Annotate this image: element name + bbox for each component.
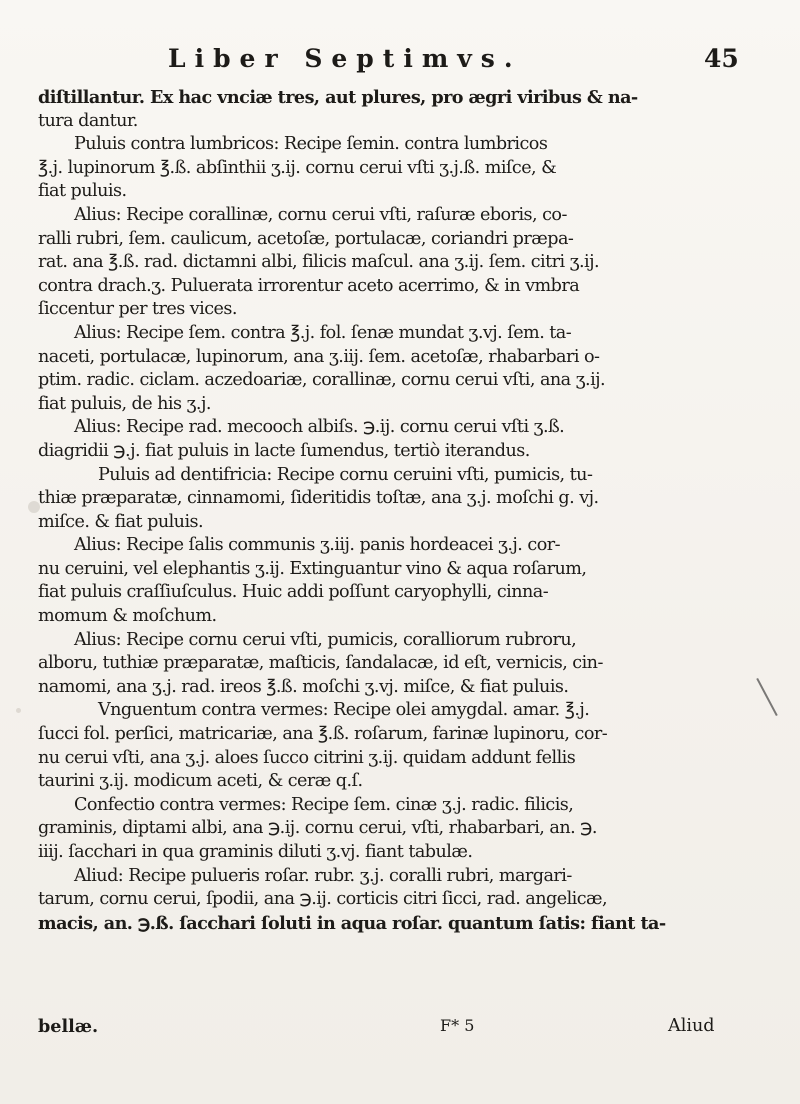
text-line: naceti, portulacæ, lupinorum, ana ʒ.iij. ſem. acetoſæ, rhabarbari o- <box>38 346 600 367</box>
body-text <box>38 86 728 935</box>
text-line: contra drach.ʒ. Puluerata irrorentur aceto acerrimo, & in vmbra <box>38 275 580 296</box>
text-line: macis, an. ℈.ß. ſacchari ſoluti in aqua roſar. quantum ſatis: fiant ta- <box>38 912 666 934</box>
text-line: Alius: Recipe corallinæ, cornu cerui vſti, raſuræ eboris, co- <box>74 204 567 225</box>
text-line: graminis, diptami albi, ana ℈.ij. cornu cerui, vſti, rhabarbari, an. ℈. <box>38 818 597 839</box>
text-line: namomi, ana ʒ.j. rad. ireos ℥.ß. moſchi ʒ.vj. miſce, & fiat puluis. <box>38 676 569 697</box>
ink-blot <box>28 501 40 513</box>
page-number: 45 <box>704 44 739 73</box>
text-line: nu ceruini, vel elephantis ʒ.ij. Extinguantur vino & aqua roſarum, <box>38 558 587 579</box>
catchword: Aliud <box>668 1016 715 1036</box>
text-line: Puluis ad dentifricia: Recipe cornu ceruini vſti, pumicis, tu- <box>98 464 593 485</box>
text-line: Puluis contra lumbricos: Recipe ſemin. contra lumbricos <box>74 134 548 155</box>
text-line: miſce. & fiat puluis. <box>38 511 204 532</box>
text-line: ſiccentur per tres vices. <box>38 299 237 320</box>
text-line: Alius: Recipe rad. mecooch albiſs. ℈.ij. cornu cerui vſti ʒ.ß. <box>74 417 565 438</box>
text-line: fiat puluis craſſiuſculus. Huic addi poſſunt caryophylli, cinna- <box>38 582 549 603</box>
text-line: alboru, tuthiæ præparatæ, maſticis, ſandalacæ, id eſt, vernicis, cin- <box>38 653 603 674</box>
text-line: ralli rubri, ſem. caulicum, acetoſæ, portulacæ, coriandri præpa- <box>38 228 574 249</box>
text-line: thiæ præparatæ, cinnamomi, ſideritidis toſtæ, ana ʒ.j. moſchi g. vj. <box>38 488 599 509</box>
text-line: Confectio contra vermes: Recipe ſem. cinæ ʒ.j. radic. filicis, <box>74 794 574 815</box>
text-line: taurini ʒ.ij. modicum aceti, & ceræ q.ſ. <box>38 771 363 792</box>
text-line: Aliud: Recipe pulueris roſar. rubr. ʒ.j. coralli rubri, margari- <box>74 865 572 886</box>
text-line: fiat puluis. <box>38 181 127 202</box>
text-line: ſucci fol. perſici, matricariæ, ana ℥.ß. roſarum, farinæ lupinoru, cor- <box>38 724 608 745</box>
text-line: Vnguentum contra vermes: Recipe olei amygdal. amar. ℥.j. <box>98 700 590 721</box>
text-line: Alius: Recipe ſalis communis ʒ.iij. panis hordeacei ʒ.j. cor- <box>74 535 560 556</box>
text-line: ℥.j. lupinorum ℥.ß. abſinthii ʒ.ij. cornu cerui vſti ʒ.j.ß. miſce, & <box>38 157 557 178</box>
page-footer <box>38 1016 728 1040</box>
signature-mark: F* 5 <box>440 1016 475 1035</box>
text-line: momum & moſchum. <box>38 606 217 627</box>
text-line: Alius: Recipe ſem. contra ℥.j. fol. ſenæ mundat ʒ.vj. ſem. ta- <box>74 322 572 343</box>
text-line: nu cerui vſti, ana ʒ.j. aloes ſucco citrini ʒ.ij. quidam addunt fellis <box>38 747 576 768</box>
page-header <box>0 44 800 84</box>
text-line: diagridii ℈.j. fiat puluis in lacte ſumendus, tertiò iterandus. <box>38 440 530 461</box>
text-line: Alius: Recipe cornu cerui vſti, pumicis, coralliorum rubroru, <box>74 629 577 650</box>
running-title: Liber Septimvs. <box>168 44 522 73</box>
text-line: fiat puluis, de his ʒ.j. <box>38 393 211 414</box>
text-line: rat. ana ℥.ß. rad. dictamni albi, filicis maſcul. ana ʒ.ij. ſem. citri ʒ.ij. <box>38 252 600 273</box>
text-line: iiij. ſacchari in qua graminis diluti ʒ.vj. fiant tabulæ. <box>38 842 473 862</box>
margin-mark <box>756 678 777 716</box>
ink-blot <box>16 708 21 713</box>
text-line: diſtillantur. Ex hac vnciæ tres, aut plures, pro ægri viribus & na- <box>38 87 638 108</box>
text-line: tura dantur. <box>38 110 138 131</box>
line-end-word: bellæ. <box>38 1016 99 1037</box>
text-line: ptim. radic. ciclam. aczedoariæ, corallinæ, cornu cerui vſti, ana ʒ.ij. <box>38 370 606 391</box>
text-line: tarum, cornu cerui, ſpodii, ana ℈.ij. corticis citri ſicci, rad. angelicæ, <box>38 889 608 910</box>
